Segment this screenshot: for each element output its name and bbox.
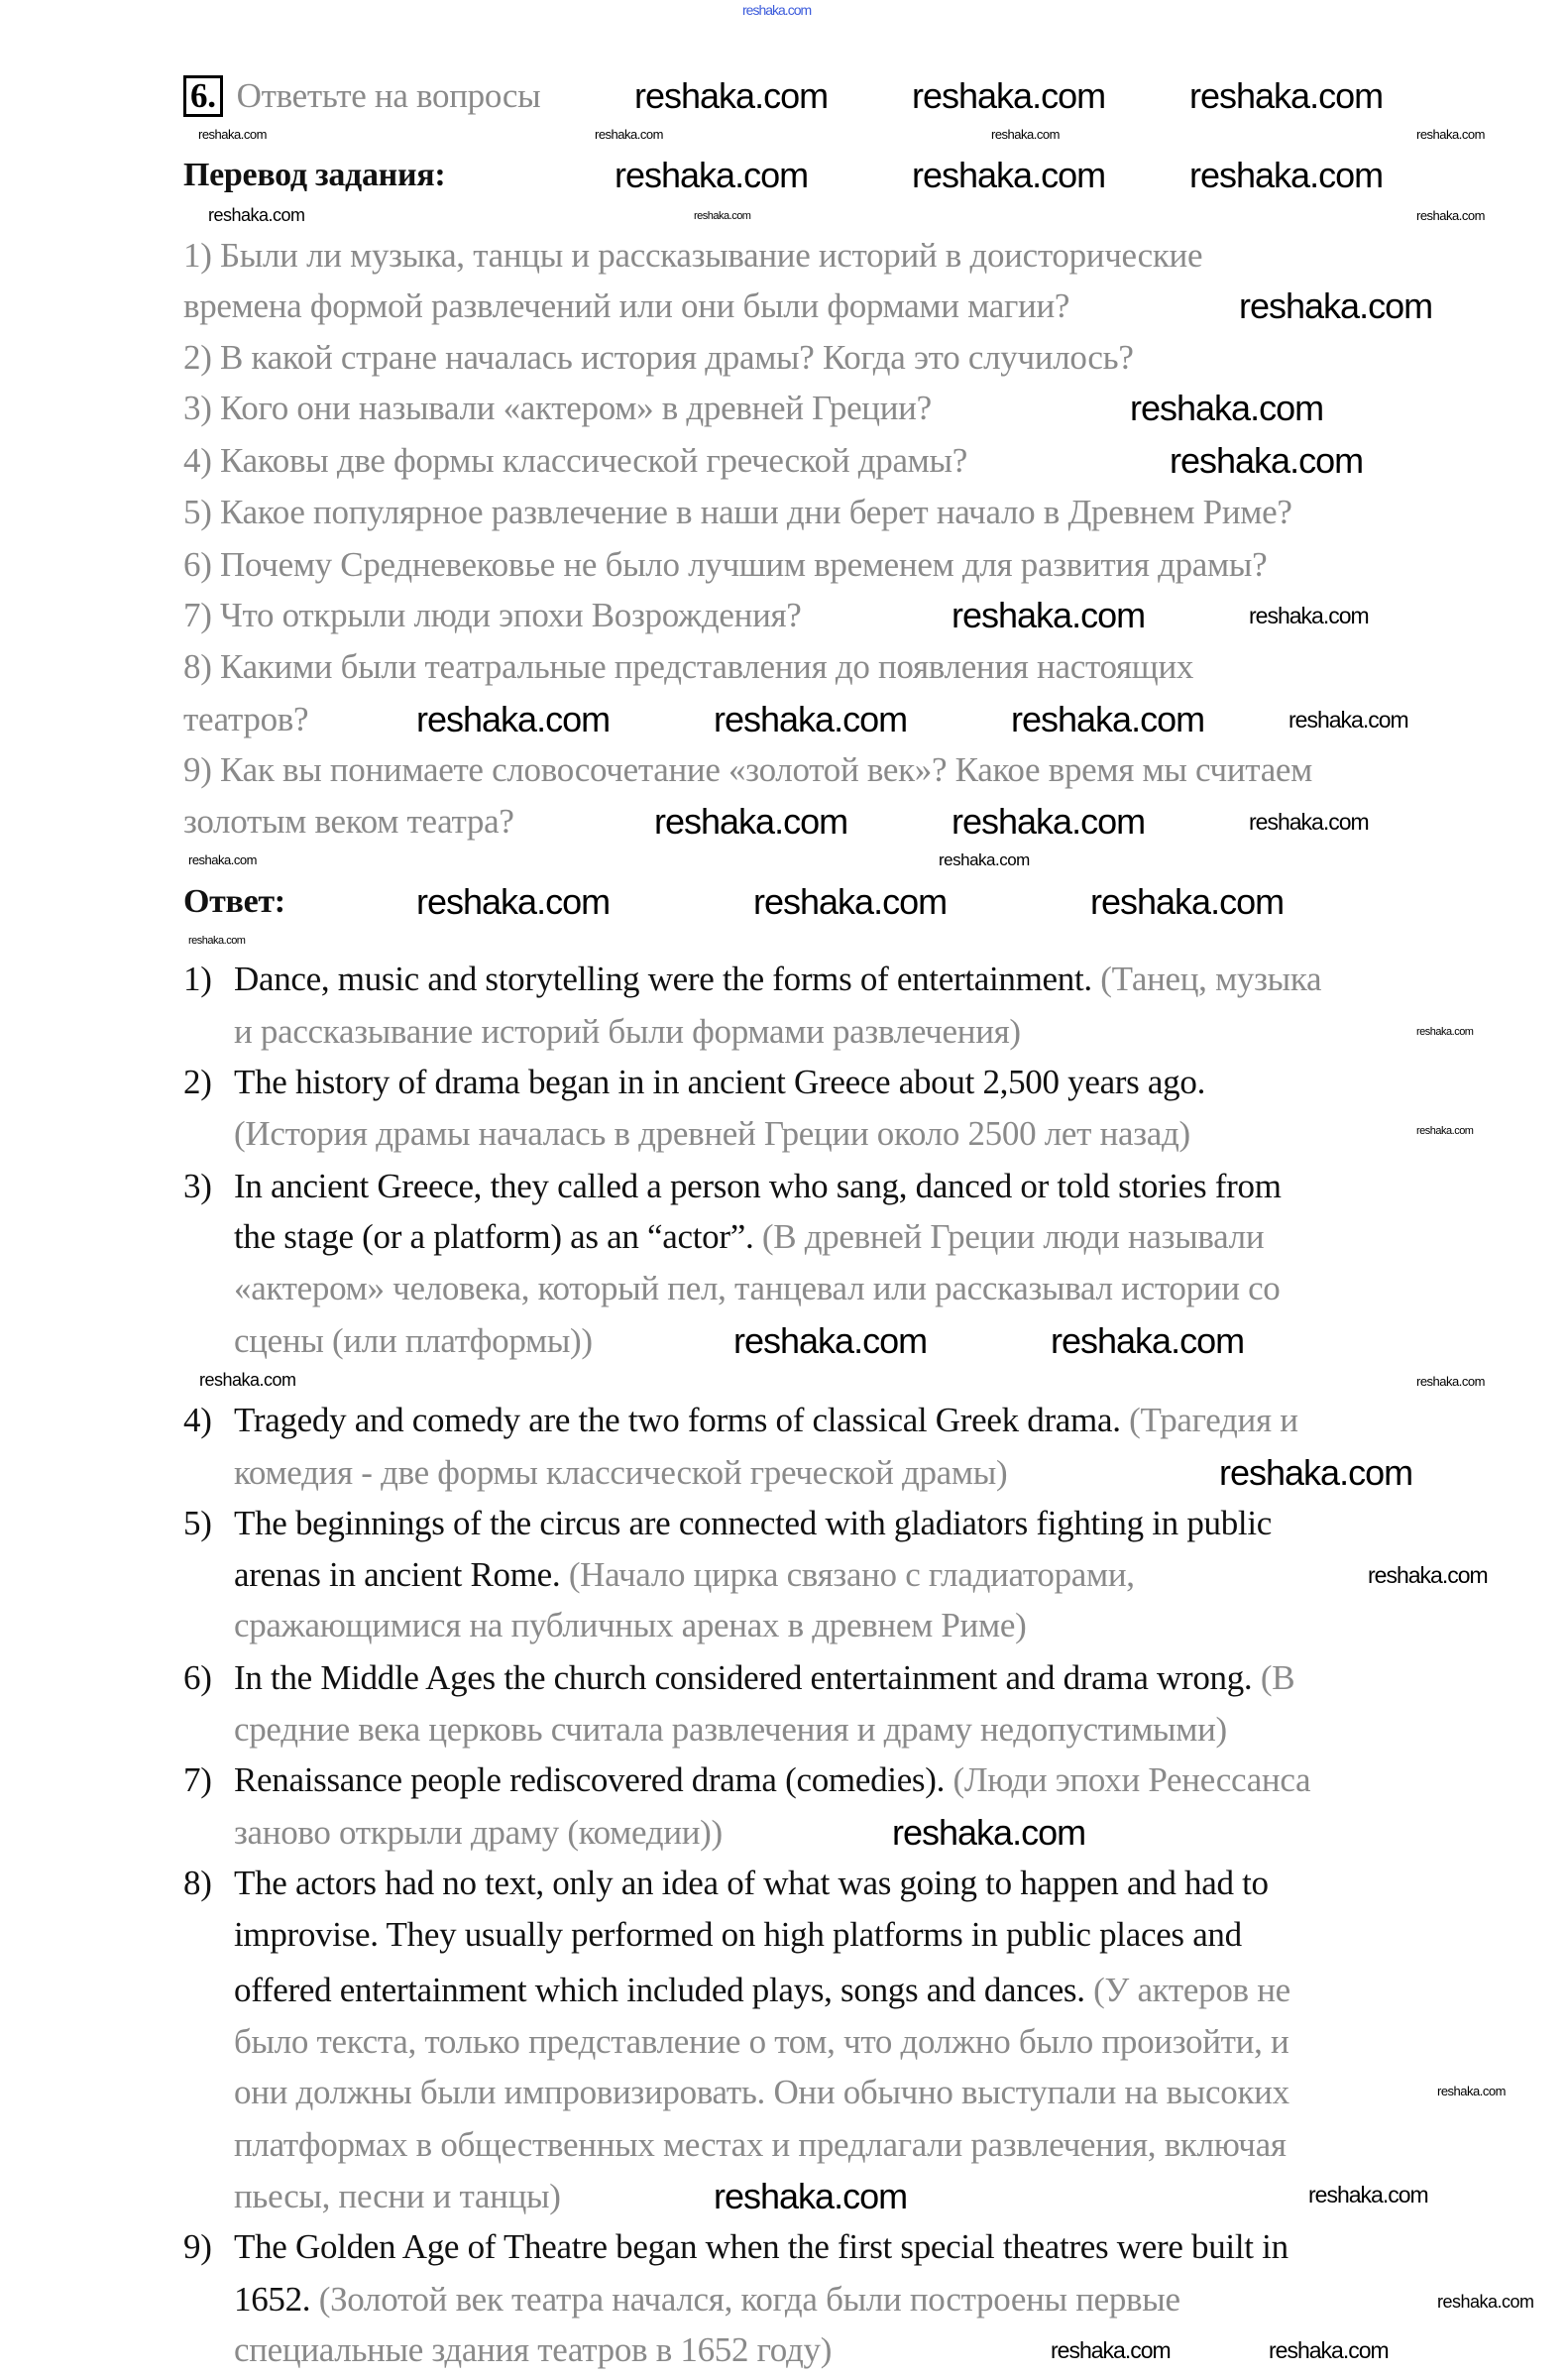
watermark: reshaka.com [1416,127,1485,142]
answer-russian: сцены (или платформы)) [234,1321,593,1360]
answer-russian: специальные здания театров в 1652 году) [234,2330,833,2369]
watermark: reshaka.com [188,935,246,947]
answer-english: The history of drama began in in ancient Greece about 2,500 years ago. [234,1063,1206,1101]
answer-english: Tragedy and comedy are the two forms of classical Greek drama. [234,1401,1121,1439]
watermark: reshaka.com [714,2176,908,2216]
watermark: reshaka.com [1416,1125,1474,1137]
answer-russian: (Начало цирка связано с гладиаторами, [560,1555,1135,1594]
answer-russian: и рассказывание историй были формами развлечения) [234,1012,1021,1051]
answer-russian: заново открыли драму (комедии)) [234,1813,723,1852]
answer-english: the stage (or a platform) as an “actor”. [234,1217,754,1256]
answer-russian: «актером» человека, который пел, танцевал или рассказывал истории со [234,1269,1281,1307]
question-line: 4) Каковы две формы классической греческой драмы? [183,441,967,480]
answer-number: 6) [183,1658,212,1697]
question-line: времена формой развлечений или они были формами магии? [183,286,1070,325]
watermark: reshaka.com [952,595,1146,635]
answer-number: 8) [183,1864,212,1902]
watermark: reshaka.com [1170,440,1364,481]
watermark: reshaka.com [939,850,1030,869]
answer-line [234,2020,1288,2064]
answer-line [234,1165,1282,1208]
watermark: reshaka.com [199,1370,296,1390]
watermark: reshaka.com [694,210,751,222]
answer-russian: (История драмы началась в древней Греции около 2500 лет назад) [234,1114,1190,1153]
answer-line [234,2071,1289,2114]
watermark: reshaka.com [912,155,1106,195]
answer-russian: (В древней Греции люди называли [753,1217,1265,1256]
answer-russian: пьесы, песни и танцы) [234,2177,561,2215]
answer-line [234,1215,1264,1259]
answer-english: The beginnings of the circus are connected with gladiators fighting in public [234,1504,1273,1542]
watermark: reshaka.com [416,699,611,739]
answer-english: Dance, music and storytelling were the forms of entertainment. [234,960,1092,998]
watermark: reshaka.com [1416,1374,1485,1389]
answer-line [234,2123,1287,2167]
question-line: 1) Были ли музыка, танцы и рассказывание историй в доисторические [183,236,1203,275]
answer-line [234,1553,1135,1597]
watermark: reshaka.com [654,801,848,842]
question-line: 2) В какой стране началась история драмы? Когда это случилось? [183,338,1134,377]
watermark: reshaka.com [1051,2337,1171,2363]
watermark: reshaka.com [1189,155,1384,195]
watermark: reshaka.com [1249,809,1369,835]
answer-line [234,1862,1269,1905]
answer-english: In ancient Greece, they called a person who sang, danced or told stories from [234,1167,1282,1205]
answer-english: Renaissance people rediscovered drama (comedies). [234,1760,946,1799]
watermark: reshaka.com [1051,1320,1245,1361]
answer-line [234,1758,1310,1802]
answer-russian: (Золотой век театра начался, когда были построены первые [310,2280,1180,2319]
answer-number: 3) [183,1167,212,1205]
answer-line [234,1502,1272,1545]
answer-line [234,1708,1227,1752]
watermark: reshaka.com [1368,1562,1488,1588]
watermark: reshaka.com [634,75,829,116]
answer-line [234,2278,1180,2321]
watermark: reshaka.com [1219,1452,1413,1493]
answer-english: arenas in ancient Rome. [234,1555,561,1594]
answer-english: offered entertainment which included plays, songs and dances. [234,1971,1085,2009]
watermark: reshaka.com [1288,707,1408,733]
answer-line [234,1969,1290,2012]
answer-line [234,1656,1294,1700]
watermark: reshaka.com [733,1320,928,1361]
watermark: reshaka.com [208,205,305,225]
answer-english: 1652. [234,2280,311,2319]
watermark: reshaka.com [1437,2084,1506,2098]
answer-number: 7) [183,1760,212,1799]
answer-russian: (Танец, музыка [1091,960,1322,998]
answer-number: 2) [183,1063,212,1101]
watermark: reshaka.com [991,127,1060,142]
answer-russian: (Люди эпохи Ренессанса [945,1760,1311,1799]
answer-number: 5) [183,1504,212,1542]
question-line: 5) Какое популярное развлечение в наши дни берет начало в Древнем Риме? [183,493,1292,531]
task-number: 6. [183,75,223,117]
answer-number: 1) [183,960,212,998]
watermark: reshaka.com [1269,2337,1389,2363]
watermark: reshaka.com [1130,388,1324,428]
watermark: reshaka.com [1090,881,1285,922]
answer-english: improvise. They usually performed on high platforms in public places and [234,1915,1242,1954]
watermark: reshaka.com [188,852,257,867]
answer-line [234,2175,561,2218]
answer-line [234,1112,1190,1156]
watermark: reshaka.com [198,127,267,142]
question-line: золотым веком театра? [183,802,514,841]
answer-english: The Golden Age of Theatre began when the first special theatres were built in [234,2227,1288,2266]
answer-line [234,2225,1288,2269]
watermark: reshaka.com [753,881,948,922]
answer-russian: они должны были импровизировать. Они обычно выступали на высоких [234,2073,1289,2111]
answer-russian: (В [1252,1658,1295,1697]
watermark: reshaka.com [1249,603,1369,628]
answer-heading: Ответ: [183,883,285,920]
watermark: reshaka.com [416,881,611,922]
watermark: reshaka.com [1416,208,1485,223]
answer-line [234,1811,723,1855]
task-header [183,74,540,118]
question-line: 7) Что открыли люди эпохи Возрождения? [183,596,802,634]
answer-english: In the Middle Ages the church considered entertainment and drama wrong. [234,1658,1253,1697]
watermark: reshaka.com [1239,285,1433,326]
answer-russian: средние века церковь считала развлечения и драму недопустимыми) [234,1710,1227,1749]
watermark: reshaka.com [1308,2182,1428,2207]
answer-line [234,1399,1298,1442]
answer-line [234,1604,1026,1647]
answer-line [234,1061,1205,1104]
answer-number: 9) [183,2227,212,2266]
watermark: reshaka.com [615,155,809,195]
watermark: reshaka.com [1416,1026,1474,1038]
answer-russian: было текста, только представление о том, что должно было произойти, и [234,2022,1289,2061]
watermark: reshaka.com [1437,2292,1534,2312]
watermark: reshaka.com [714,699,908,739]
answer-line [234,2328,832,2372]
answer-russian: (Трагедия и [1120,1401,1298,1439]
answer-line [234,1913,1242,1957]
watermark: reshaka.com [1011,699,1205,739]
watermark: reshaka.com [1189,75,1384,116]
answer-line [234,1319,593,1363]
watermark: reshaka.com [912,75,1106,116]
translation-heading: Перевод задания: [183,157,446,193]
question-line: 6) Почему Средневековье не было лучшим временем для развития драмы? [183,545,1268,584]
answer-line [234,1267,1281,1310]
question-line: 3) Кого они называли «актером» в древней Греции? [183,389,932,427]
watermark: reshaka.com [952,801,1146,842]
answer-russian: платформах в общественных местах и предлагали развлечения, включая [234,2125,1287,2164]
answer-russian: сражающимися на публичных аренах в древнем Риме) [234,1606,1027,1644]
answer-line [234,1451,1007,1495]
answer-russian: (У актеров не [1084,1971,1290,2009]
answer-line [234,958,1321,1001]
watermark: reshaka.com [892,1812,1086,1853]
watermark: reshaka.com [742,2,812,18]
question-line: театров? [183,700,309,738]
task-title: Ответьте на вопросы [236,76,541,115]
question-line: 8) Какими были театральные представления до появления настоящих [183,647,1194,686]
question-line: 9) Как вы понимаете словосочетание «золотой век»? Какое время мы считаем [183,750,1313,789]
answer-line [234,1010,1021,1054]
answer-russian: комедия - две формы классической греческой драмы) [234,1453,1008,1492]
answer-english: The actors had no text, only an idea of what was going to happen and had to [234,1864,1269,1902]
answer-number: 4) [183,1401,212,1439]
watermark: reshaka.com [595,127,663,142]
